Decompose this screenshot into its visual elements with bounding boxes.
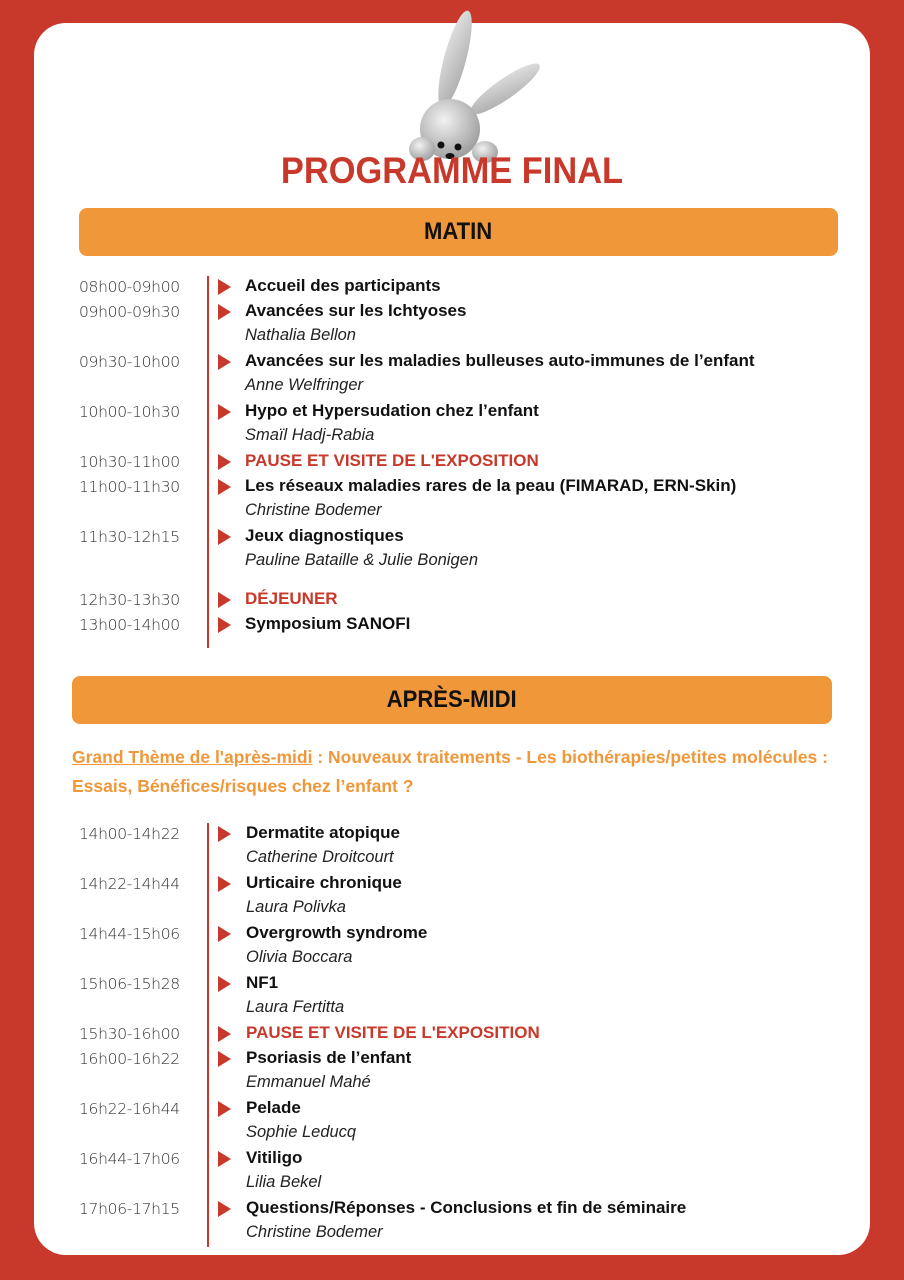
theme-text: : Nouveaux traitements - Les biothérapies/petites molécules : Essais, Bénéfices/risques chez l’enfant ? [72, 747, 828, 796]
session-speaker: Olivia Boccara [246, 948, 353, 966]
session-time: 14h00-14h22 [79, 825, 180, 843]
afternoon-heading: APRÈS-MIDI [386, 686, 518, 713]
session-speaker: Nathalia Bellon [245, 326, 356, 344]
session-title: Questions/Réponses - Conclusions et fin de séminaire [246, 1198, 687, 1217]
arrow-bullet-icon [218, 404, 231, 420]
arrow-bullet-icon [218, 454, 231, 470]
arrow-bullet-icon [218, 617, 231, 633]
morning-section-header [79, 208, 838, 256]
session-time: 12h30-13h30 [79, 591, 180, 609]
session-time: 11h00-11h30 [79, 478, 180, 496]
session-time: 15h06-15h28 [79, 975, 180, 993]
session-time: 08h00-09h00 [79, 278, 180, 296]
session-title: Les réseaux maladies rares de la peau (FIMARAD, ERN-Skin) [245, 476, 737, 495]
arrow-bullet-icon [218, 479, 231, 495]
session-title: Accueil des participants [245, 276, 441, 295]
arrow-bullet-icon [218, 354, 231, 370]
afternoon-section-header [72, 676, 832, 724]
session-time: 11h30-12h15 [79, 528, 180, 546]
session-speaker: Christine Bodemer [246, 1223, 383, 1241]
arrow-bullet-icon [218, 926, 231, 942]
session-time: 16h00-16h22 [79, 1050, 180, 1068]
break-label: DÉJEUNER [245, 589, 338, 608]
arrow-bullet-icon [218, 1151, 231, 1167]
arrow-bullet-icon [218, 279, 231, 295]
session-time: 10h00-10h30 [79, 403, 180, 421]
theme-label: Grand Thème de l'après-midi [72, 747, 313, 767]
session-title: Pelade [246, 1098, 301, 1117]
session-title: Hypo et Hypersudation chez l’enfant [245, 401, 539, 420]
session-speaker: Anne Welfringer [245, 376, 364, 394]
session-time: 13h00-14h00 [79, 616, 180, 634]
bunny-mascot-icon [395, 4, 545, 164]
session-speaker: Laura Polivka [246, 898, 346, 916]
session-time: 15h30-16h00 [79, 1025, 180, 1043]
session-time: 14h44-15h06 [79, 925, 180, 943]
session-speaker: Catherine Droitcourt [246, 848, 394, 866]
morning-timeline-line [207, 276, 209, 648]
session-time: 14h22-14h44 [79, 875, 180, 893]
session-speaker: Smaïl Hadj-Rabia [245, 426, 375, 444]
morning-heading: MATIN [424, 218, 493, 245]
session-title: Dermatite atopique [246, 823, 400, 842]
session-speaker: Emmanuel Mahé [246, 1073, 371, 1091]
session-title: Urticaire chronique [246, 873, 402, 892]
session-time: 16h22-16h44 [79, 1100, 180, 1118]
arrow-bullet-icon [218, 976, 231, 992]
session-speaker: Christine Bodemer [245, 501, 382, 519]
break-label: PAUSE ET VISITE DE L'EXPOSITION [245, 451, 539, 470]
session-speaker: Sophie Leducq [246, 1123, 357, 1141]
session-speaker: Lilia Bekel [246, 1173, 322, 1191]
session-title: Symposium SANOFI [245, 614, 411, 633]
break-label: PAUSE ET VISITE DE L'EXPOSITION [246, 1023, 540, 1042]
arrow-bullet-icon [218, 1051, 231, 1067]
arrow-bullet-icon [218, 592, 231, 608]
arrow-bullet-icon [218, 826, 231, 842]
afternoon-timeline-line [207, 823, 209, 1247]
session-speaker: Laura Fertitta [246, 998, 345, 1016]
session-time: 09h30-10h00 [79, 353, 180, 371]
session-speaker: Pauline Bataille & Julie Bonigen [245, 551, 478, 569]
session-title: Jeux diagnostiques [245, 526, 404, 545]
session-title: Psoriasis de l’enfant [246, 1048, 412, 1067]
session-time: 16h44-17h06 [79, 1150, 180, 1168]
session-title: Avancées sur les maladies bulleuses auto-immunes de l’enfant [245, 351, 755, 370]
page-title: PROGRAMME FINAL [280, 150, 624, 191]
session-title: Vitiligo [246, 1148, 303, 1167]
session-title: Overgrowth syndrome [246, 923, 428, 942]
arrow-bullet-icon [218, 1026, 231, 1042]
session-time: 09h00-09h30 [79, 303, 180, 321]
arrow-bullet-icon [218, 304, 231, 320]
arrow-bullet-icon [218, 876, 231, 892]
arrow-bullet-icon [218, 1101, 231, 1117]
arrow-bullet-icon [218, 529, 231, 545]
arrow-bullet-icon [218, 1201, 231, 1217]
afternoon-theme [72, 743, 862, 801]
session-title: NF1 [246, 973, 279, 992]
session-title: Avancées sur les Ichtyoses [245, 301, 467, 320]
session-time: 10h30-11h00 [79, 453, 180, 471]
session-time: 17h06-17h15 [79, 1200, 180, 1218]
